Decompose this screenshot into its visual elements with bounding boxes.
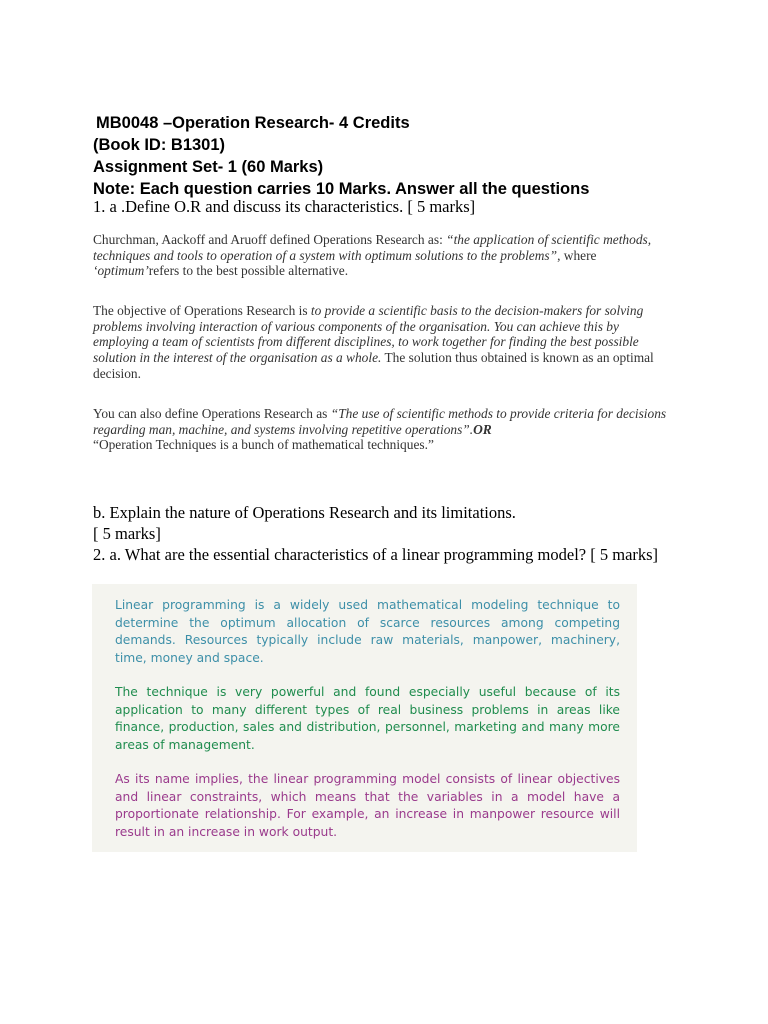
paragraph-objective-emphasis: to provide a scientific basis to the decision-makers for solving problems involving interaction of various components of the organisation. You can achieve this by employing a team of scientists from different disciplines, to work together for finding the best possible solution in the interest of the organisation as a whole. xyxy=(93,303,644,366)
paragraph-alt-intro: You can also define Operations Research as xyxy=(93,406,331,421)
question-1b xyxy=(93,502,693,544)
paragraph-definition-term: ‘optimum’ xyxy=(93,263,149,279)
paragraph-definition-quote: “the application of scientific methods, techniques and tools to operation of a system with optimum solutions to the problems” xyxy=(93,232,652,263)
paragraph-objective xyxy=(93,303,673,382)
assignment-note: Note: Each question carries 10 Marks. Answer all the questions xyxy=(93,180,590,198)
question-1b-marks: [ 5 marks] xyxy=(93,524,161,543)
assignment-header xyxy=(93,112,733,200)
assignment-set: Assignment Set- 1 (60 Marks) xyxy=(93,158,324,176)
course-title: MB0048 –Operation Research- 4 Credits xyxy=(96,114,410,132)
question-1a: 1. a .Define O.R and discuss its characteristics. [ 5 marks] xyxy=(93,197,476,216)
paragraph-alt-or: OR xyxy=(473,421,492,437)
paragraph-definition-end: refers to the best possible alternative. xyxy=(148,263,349,279)
paragraph-definition xyxy=(93,232,673,279)
paragraph-alt-quote: “The use of scientific methods to provide criteria for decisions regarding man, machine, and systems involving repetitive operations”. xyxy=(93,406,667,437)
excerpt-paragraph-model: As its name implies, the linear programming model consists of linear objectives and linear constraints, which means that the variables in a model have a proportionate relationship. For example, an increase in manpower resource will result in an increase in work output. xyxy=(115,772,620,840)
question-2a: 2. a. What are the essential characteristics of a linear programming model? [ 5 marks] xyxy=(93,545,659,564)
paragraph-alternate-definition xyxy=(93,406,673,453)
question-1b-text: b. Explain the nature of Operations Research and its limitations. xyxy=(93,503,516,522)
paragraph-alt-second: “Operation Techniques is a bunch of mathematical techniques.” xyxy=(93,437,434,453)
paragraph-definition-mid: , where xyxy=(557,247,597,263)
book-id: (Book ID: B1301) xyxy=(93,136,226,154)
paragraph-objective-end: The solution thus obtained is known as an optimal decision. xyxy=(93,350,654,381)
paragraph-definition-intro: Churchman, Aackoff and Aruoff defined Operations Research as: xyxy=(93,232,447,247)
paragraph-objective-intro: The objective of Operations Research is xyxy=(93,303,311,318)
excerpt-paragraph-technique: The technique is very powerful and found especially useful because of its application to many different types of real business problems in areas like finance, production, sales and distribution, personnel, marketing and many more areas of management. xyxy=(115,685,620,753)
excerpt-paragraph-linear-programming: Linear programming is a widely used mathematical modeling technique to determine the optimum allocation of scarce resources among competing demands. Resources typically include raw materials, manpower, machinery, time, money and space. xyxy=(115,598,620,666)
